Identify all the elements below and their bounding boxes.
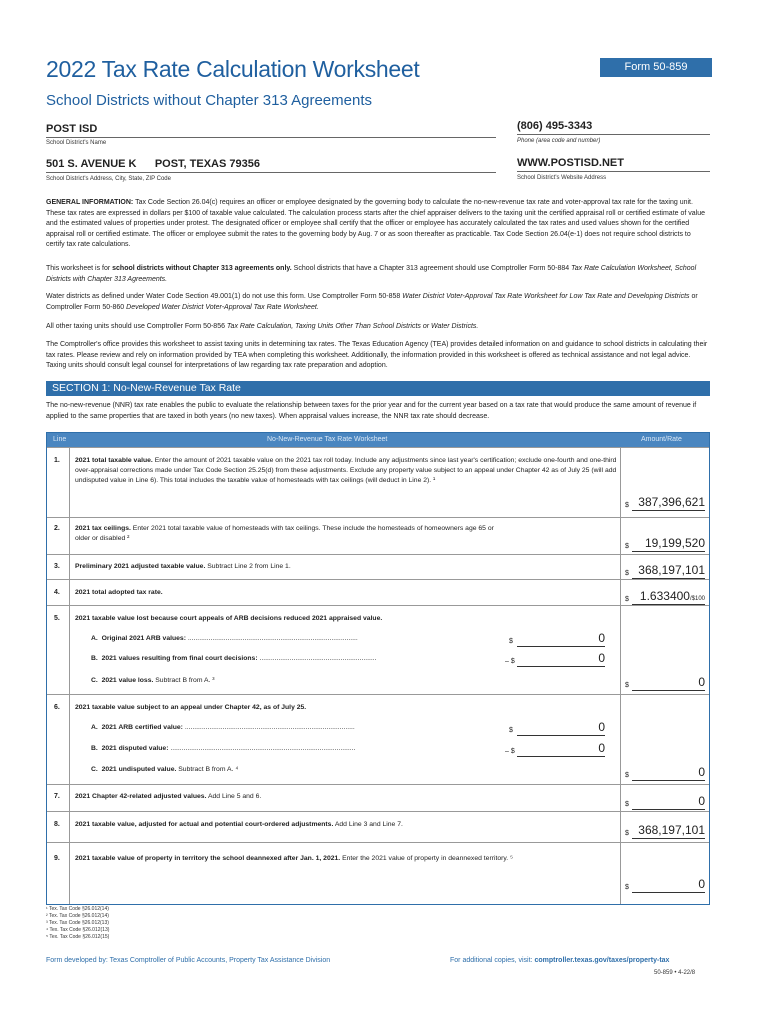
line-3-amount[interactable]: $ 368,197,101 (625, 563, 705, 577)
table-row (47, 811, 709, 843)
line-number: 9. (54, 855, 60, 862)
line-2-amount[interactable]: $ 19,199,520 (625, 536, 705, 550)
table-row (47, 784, 709, 812)
table-header (47, 433, 709, 447)
line-7-amount[interactable]: $ 0 (625, 794, 705, 808)
line-5c: C. 2021 value loss. Subtract B from A. ³ (91, 677, 215, 684)
line-6a: A. 2021 ARB certified value: .......................................................................................... (91, 724, 355, 731)
line-6c: C. 2021 undisputed value. Subtract B from A. ⁴ (91, 766, 239, 773)
line-description: 2021 tax ceilings. Enter 2021 total taxable value of homesteads with tax ceilings. These include the homesteads of homeowners age 65 or older or disabled ² (75, 525, 494, 542)
comptroller-link[interactable]: comptroller.texas.gov/taxes/property-tax (534, 957, 670, 964)
line-5b-amount[interactable]: – $ 0 (505, 651, 605, 665)
line-description: 2021 Chapter 42-related adjusted values. Add Line 5 and 6. (75, 793, 262, 800)
line-description: 2021 taxable value of property in territory the school deannexed after Jan. 1, 2021. Enter the 2021 value of property in deannexed territory. ⁵ (75, 855, 513, 862)
table-row (47, 517, 709, 555)
worksheet-scope-paragraph: This worksheet is for school districts without Chapter 313 agreements only. School districts that have a Chapter 313 agreement should use Comptroller Form 50-884 Tax Rate Calculation Worksheet, School Districts with Chapter 313 Agreements. (46, 265, 697, 283)
general-information-paragraph: GENERAL INFORMATION: Tax Code Section 26.04(c) requires an officer or employee designated by the governing body to calculate the no-new-revenue tax rate and voter-approval tax rate for the taxing unit. These tax rates are expressed in dollars per $100 of taxable value calculated. The calculation process starts after the chief appraiser delivers to the taxing unit the certified appraisal roll or certified estimate of value and the estimated values of properties under protest. The designated officer or employee shall certify that the officer or employee has accurately calculated the tax rates and used values shown for the certified appraisal roll or certified estimate. The officer or employee submit the rates to the governing body by Aug. 7 or as soon thereafter as practicable. Tax Code Section 26.04(e-1) does not require school districts to certify tax rate calculations. (46, 199, 706, 249)
other-units-paragraph: All other taxing units should use Comptroller Form 50-856 Tax Rate Calculation, Taxing Units Other Than School Districts or Water Districts. (46, 323, 479, 330)
section-1-header: SECTION 1: No-New-Revenue Tax Rate (46, 381, 710, 396)
line-6b: B. 2021 disputed value: .................................................................................................. (91, 745, 356, 752)
table-row (47, 842, 709, 905)
line-6-amount[interactable]: $ 0 (625, 765, 705, 779)
phone-field[interactable]: (806) 495-3343 (517, 120, 593, 132)
district-name-label: School District's Name (46, 140, 107, 146)
district-address-field[interactable]: 501 S. AVENUE K POST, TEXAS 79356 (46, 158, 260, 170)
line-number: 8. (54, 821, 60, 828)
form-code: 50-859 • 4-22/8 (654, 970, 696, 976)
footnote: ⁵ Tex. Tax Code §26.012(15) (46, 934, 110, 940)
section-1-intro: The no-new-revenue (NNR) tax rate enables the public to evaluate the relationship between taxes for the prior year and for the current year based on a tax rate that would produce the same amount of revenue if applied to the same properties that are taxed in both years (no new taxes). When appraisal values increase, the NNR tax rate should decrease. (46, 402, 697, 420)
footer-credit: Form developed by: Texas Comptroller of Public Accounts, Property Tax Assistance Division (46, 957, 331, 964)
water-districts-paragraph: Water districts as defined under Water Code Section 49.001(1) do not use this form. Use Comptroller Form 50-858 Water District Voter-Approval Tax Rate Worksheet for Low Tax Rate and Developing Districts or Comptroller Form 50-860 Developed Water District Voter-Approval Tax Rate Worksheet. (46, 293, 698, 311)
line-number: 7. (54, 793, 60, 800)
line-number: 5. (54, 615, 60, 622)
page-subtitle: School Districts without Chapter 313 Agreements (46, 92, 372, 109)
table-row (47, 605, 709, 695)
line-6a-amount[interactable]: $ 0 (509, 720, 605, 734)
line-number: 4. (54, 589, 60, 596)
line-5a: A. Original 2021 ARB values: .......................................................................................... (91, 635, 358, 642)
table-row (47, 579, 709, 606)
phone-label: Phone (area code and number) (517, 138, 601, 144)
line-5a-amount[interactable]: $ 0 (509, 631, 605, 645)
line-description: Preliminary 2021 adjusted taxable value. Subtract Line 2 from Line 1. (75, 563, 291, 570)
line-description: 2021 total taxable value. Enter the amount of 2021 taxable value on the 2021 tax roll today. Include any adjustments since last year's certification; exclude one-fourth and one-third over-appraisal corrections made under Tax Code Section 25.25(d) from these adjustments. Exclude any property value subject to an appeal under Chapter 42 as of July 25 (will add undisputed value in Line 6). This total includes the taxable value of homesteads with tax ceilings (will deduct in Line 2). ¹ (75, 457, 617, 484)
line-description: 2021 taxable value lost because court appeals of ARB decisions reduced 2021 appraised value. (75, 615, 383, 622)
page-title: 2022 Tax Rate Calculation Worksheet (46, 56, 420, 82)
footnote: ¹ Tex. Tax Code §26.012(14) (46, 906, 109, 912)
line-description: 2021 taxable value subject to an appeal under Chapter 42, as of July 25. (75, 704, 307, 711)
divider (46, 172, 496, 173)
footnote: ⁴ Tex. Tax Code §26.012(13) (46, 927, 110, 933)
col-line-header: Line (53, 436, 67, 443)
table-row (47, 447, 709, 518)
comptroller-paragraph: The Comptroller's office provides this worksheet to assist taxing units in determining tax rates. The Texas Education Agency (TEA) provides detailed information on and guidance to school districts in calculating their tax rates. Please review and rely on information provided by TEA when completing this worksheet. Additionally, the information provided in this worksheet is offered as technical assistance and not legal advice. Taxing units should consult legal counsel for interpretations of law regarding tax rate preparation and adoption. (46, 341, 708, 370)
col-worksheet-header: No-New-Revenue Tax Rate Worksheet (267, 436, 388, 443)
line-1-amount[interactable]: $ 387,396,621 (625, 495, 705, 509)
line-description: 2021 total adopted tax rate. (75, 589, 163, 596)
divider (517, 134, 710, 135)
website-field[interactable]: WWW.POSTISD.NET (517, 157, 624, 169)
line-number: 1. (54, 457, 60, 464)
line-description: 2021 taxable value, adjusted for actual and potential court-ordered adjustments. Add Line 3 and Line 7. (75, 821, 403, 828)
footnote: ² Tex. Tax Code §26.012(14) (46, 913, 109, 919)
website-label: School District's Website Address (517, 175, 607, 181)
line-6b-amount[interactable]: – $ 0 (505, 741, 605, 755)
district-address-label: School District's Address, City, State, ZIP Code (46, 176, 171, 182)
district-name-field[interactable]: POST ISD (46, 123, 98, 135)
line-9-amount[interactable]: $ 0 (625, 877, 705, 891)
footer-copies: For additional copies, visit: comptroller.texas.gov/taxes/property-tax (450, 957, 670, 964)
nnr-worksheet-table (46, 432, 710, 905)
line-5-amount[interactable]: $ 0 (625, 675, 705, 689)
line-number: 6. (54, 704, 60, 711)
col-amount-header: Amount/Rate (641, 436, 682, 443)
table-row (47, 694, 709, 785)
line-8-amount[interactable]: $ 368,197,101 (625, 823, 705, 837)
footnote: ³ Tex. Tax Code §26.012(13) (46, 920, 109, 926)
form-number-badge: Form 50-859 (600, 58, 712, 77)
table-row (47, 554, 709, 580)
line-number: 3. (54, 563, 60, 570)
line-4-rate[interactable]: $ 1.633400/$100 (625, 589, 705, 603)
divider (46, 137, 496, 138)
divider (517, 171, 710, 172)
line-number: 2. (54, 525, 60, 532)
line-5b: B. 2021 values resulting from final court decisions: .............................................................. (91, 655, 377, 662)
